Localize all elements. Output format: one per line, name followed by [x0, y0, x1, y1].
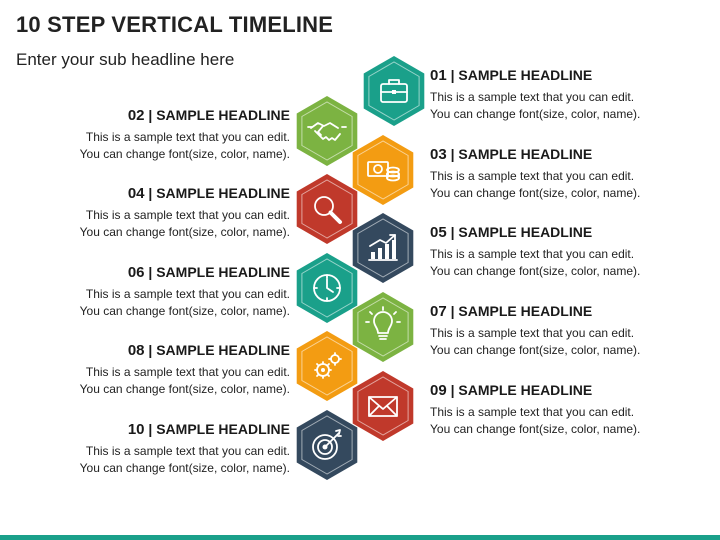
step-description: [30, 364, 290, 398]
step-description: [430, 168, 690, 202]
step-03-text: [430, 145, 690, 202]
step-05-hexagon: [353, 213, 414, 283]
step-description-line: You can change font(size, color, name).: [430, 422, 641, 436]
step-description-line: This is a sample text that you can edit.: [430, 169, 635, 183]
step-description-line: You can change font(size, color, name).: [79, 304, 290, 318]
step-headline-label: SAMPLE HEADLINE: [458, 303, 593, 319]
step-headline-label: SAMPLE HEADLINE: [156, 421, 290, 437]
step-description-line: This is a sample text that you can edit.: [430, 326, 635, 340]
step-headline-label: SAMPLE HEADLINE: [458, 146, 593, 162]
step-separator: |: [446, 382, 459, 398]
step-separator: |: [446, 303, 459, 319]
step-headline-label: SAMPLE HEADLINE: [156, 107, 290, 123]
step-headline-label: SAMPLE HEADLINE: [458, 382, 593, 398]
step-description: [430, 246, 690, 280]
step-headline: [30, 341, 290, 360]
step-separator: |: [446, 146, 459, 162]
step-description: [430, 89, 690, 123]
step-description-line: You can change font(size, color, name).: [430, 107, 641, 121]
step-description-line: This is a sample text that you can edit.: [85, 130, 290, 144]
step-number: 03: [430, 146, 447, 163]
step-06-text: [30, 263, 290, 320]
step-headline-label: SAMPLE HEADLINE: [156, 342, 290, 358]
step-separator: |: [446, 67, 459, 83]
step-number: 06: [127, 264, 145, 281]
step-01-text: [430, 66, 690, 123]
step-headline: [430, 145, 690, 164]
step-07-text: [430, 302, 690, 359]
step-02-hexagon: [297, 96, 358, 166]
step-08-hexagon: [297, 331, 358, 401]
step-headline: [430, 381, 690, 400]
step-number: 04: [127, 185, 145, 202]
step-description-line: This is a sample text that you can edit.: [85, 287, 290, 301]
step-01-hexagon: [364, 56, 425, 126]
step-description-line: You can change font(size, color, name).: [430, 186, 641, 200]
step-description-line: This is a sample text that you can edit.: [85, 444, 290, 458]
step-headline-label: SAMPLE HEADLINE: [156, 185, 290, 201]
step-02-text: [30, 106, 290, 163]
step-separator: |: [144, 421, 157, 437]
step-separator: |: [144, 264, 157, 280]
step-number: 07: [430, 303, 447, 320]
step-description: [430, 404, 690, 438]
step-05-text: [430, 223, 690, 280]
step-number: 08: [127, 342, 145, 359]
step-number: 05: [430, 224, 447, 241]
step-08-text: [30, 341, 290, 398]
step-description-line: You can change font(size, color, name).: [430, 264, 641, 278]
step-number: 10: [127, 421, 145, 438]
step-separator: |: [144, 342, 157, 358]
step-description-line: You can change font(size, color, name).: [79, 382, 290, 396]
step-04-text: [30, 184, 290, 241]
step-09-text: [430, 381, 690, 438]
step-06-hexagon: [297, 253, 358, 323]
step-description-line: This is a sample text that you can edit.: [430, 247, 635, 261]
step-description: [30, 207, 290, 241]
step-description: [30, 129, 290, 163]
step-separator: |: [144, 185, 157, 201]
footer-accent-bar: [0, 535, 720, 540]
step-description: [30, 286, 290, 320]
step-headline: [430, 66, 690, 85]
page-subtitle: Enter your sub headline here: [16, 50, 235, 69]
step-headline-label: SAMPLE HEADLINE: [458, 67, 593, 83]
step-09-hexagon: [353, 371, 414, 441]
step-10-text: [30, 420, 290, 477]
step-headline-label: SAMPLE HEADLINE: [156, 264, 290, 280]
step-headline: [30, 184, 290, 203]
step-description-line: This is a sample text that you can edit.: [85, 365, 290, 379]
step-number: 01: [430, 67, 447, 84]
step-03-hexagon: [353, 135, 414, 205]
step-headline: [430, 223, 690, 242]
step-description-line: You can change font(size, color, name).: [79, 147, 290, 161]
clock-icon: [314, 275, 340, 301]
step-description-line: You can change font(size, color, name).: [79, 461, 290, 475]
step-description-line: This is a sample text that you can edit.: [430, 90, 635, 104]
step-separator: |: [446, 224, 459, 240]
step-number: 09: [430, 382, 447, 399]
step-description: [30, 443, 290, 477]
step-07-hexagon: [353, 292, 414, 362]
step-description-line: This is a sample text that you can edit.: [85, 208, 290, 222]
step-04-hexagon: [297, 174, 358, 244]
step-description-line: You can change font(size, color, name).: [430, 343, 641, 357]
step-separator: |: [144, 107, 157, 123]
step-headline-label: SAMPLE HEADLINE: [458, 224, 593, 240]
step-headline: [30, 106, 290, 125]
step-headline: [430, 302, 690, 321]
step-description-line: This is a sample text that you can edit.: [430, 405, 635, 419]
step-description: [430, 325, 690, 359]
page-title: 10 STEP VERTICAL TIMELINE: [16, 12, 334, 37]
step-number: 02: [127, 107, 145, 124]
step-description-line: You can change font(size, color, name).: [79, 225, 290, 239]
step-headline: [30, 420, 290, 439]
step-10-hexagon: [297, 410, 358, 480]
step-headline: [30, 263, 290, 282]
